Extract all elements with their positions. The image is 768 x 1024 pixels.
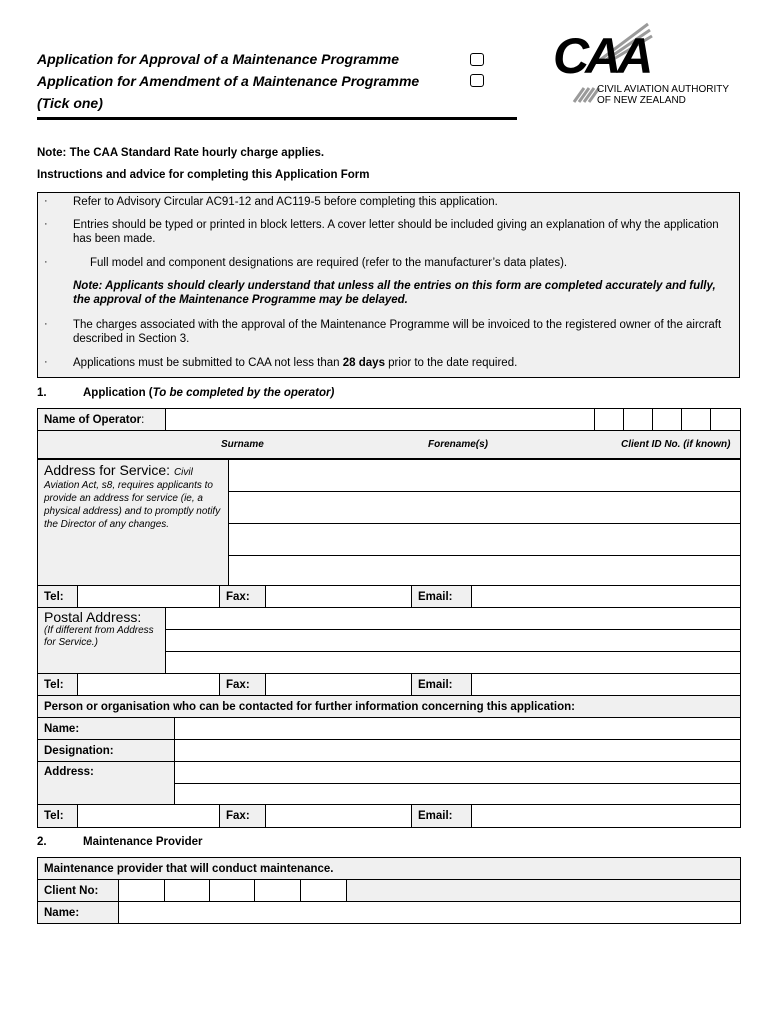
client-no-label: Client No: — [38, 880, 119, 902]
email-input[interactable] — [472, 586, 741, 608]
logo-line-1: CIVIL AVIATION AUTHORITY — [597, 84, 730, 95]
client-id-box[interactable] — [711, 409, 741, 431]
client-id-box[interactable] — [653, 409, 682, 431]
client-no-spacer — [347, 880, 741, 902]
client-no-box[interactable] — [301, 880, 347, 902]
amendment-checkbox[interactable] — [470, 74, 484, 87]
section-number: 1. — [37, 387, 47, 399]
tel-input[interactable] — [78, 586, 220, 608]
operator-name-label: Name of Operator: — [38, 409, 166, 431]
operator-name-input[interactable] — [166, 409, 595, 431]
delay-note: Note: Applicants should clearly understand that unless all the entries on this form are completed accurately and fully, the approval of the Maintenance Programme may be delayed. — [73, 280, 716, 306]
client-no-box[interactable] — [210, 880, 255, 902]
instructions-heading: Instructions and advice for completing this Application Form — [37, 169, 370, 181]
contact-numbers-row — [37, 585, 741, 608]
fax-input[interactable] — [266, 586, 412, 608]
title-amendment: Application for Amendment of a Maintenance Programme — [37, 73, 420, 89]
forenames-label: Forename(s) — [428, 439, 489, 450]
client-no-box[interactable] — [119, 880, 165, 902]
tel-label: Tel: — [38, 805, 78, 828]
title-approval: Application for Approval of a Maintenance Programme — [37, 51, 399, 67]
instruction-item: Entries should be typed or printed in block letters. A cover letter should be included giving an explanation of why the application has been made. — [73, 219, 719, 245]
fax-label: Fax: — [220, 805, 266, 828]
fax-label: Fax: — [220, 586, 266, 608]
maintenance-provider-table — [37, 857, 741, 924]
section-2-heading — [37, 836, 203, 848]
operator-name-table — [37, 408, 741, 459]
postal-address-label: Postal Address: (If different from Address for Service.) — [38, 608, 166, 674]
address-line-input[interactable] — [229, 556, 741, 586]
bullet: · — [44, 356, 48, 368]
email-label: Email: — [412, 805, 472, 828]
section-title-italic: To be completed by the operator) — [152, 387, 335, 399]
charge-note: Note: The CAA Standard Rate hourly charge applies. — [37, 147, 325, 159]
email-label: Email: — [412, 674, 472, 696]
section-number: 2. — [37, 836, 47, 848]
email-label: Email: — [412, 586, 472, 608]
contact-heading: Person or organisation who can be contacted for further information concerning this application: — [38, 696, 741, 718]
fax-input[interactable] — [266, 674, 412, 696]
bullet: · — [44, 256, 48, 268]
instruction-item: The charges associated with the approval of the Maintenance Programme will be invoiced to the registered owner of the aircraft described in Section 3. — [73, 319, 722, 345]
client-no-box[interactable] — [255, 880, 301, 902]
postal-line-input[interactable] — [166, 608, 741, 630]
logo-line-2: OF NEW ZEALAND — [597, 95, 686, 106]
designation-label: Designation: — [38, 740, 175, 762]
section-1-heading — [37, 387, 334, 399]
client-no-box[interactable] — [165, 880, 210, 902]
postal-address-table — [37, 607, 741, 674]
tick-one-label: (Tick one) — [37, 95, 103, 111]
address-line-input[interactable] — [229, 524, 741, 556]
operator-name-sublabels — [38, 431, 741, 459]
header-rule — [37, 117, 517, 120]
client-id-box[interactable] — [595, 409, 624, 431]
submission-text-end: prior to the date required. — [384, 357, 518, 369]
address-line-input[interactable] — [229, 492, 741, 524]
contact-address-label: Address: — [38, 762, 175, 805]
instructions-box — [37, 192, 740, 378]
tel-input[interactable] — [78, 674, 220, 696]
provider-name-label: Name: — [38, 902, 119, 924]
email-input[interactable] — [472, 805, 741, 828]
contact-name-input[interactable] — [175, 718, 741, 740]
bullet: · — [44, 195, 48, 207]
postal-line-input[interactable] — [166, 630, 741, 652]
section-title: Maintenance Provider — [83, 836, 203, 848]
postal-line-input[interactable] — [166, 652, 741, 674]
approval-checkbox[interactable] — [470, 53, 484, 66]
provider-name-input[interactable] — [119, 902, 741, 924]
designation-input[interactable] — [175, 740, 741, 762]
contact-person-table — [37, 695, 741, 805]
instruction-item: Refer to Advisory Circular AC91-12 and AC119-5 before completing this application. — [73, 196, 498, 208]
surname-label: Surname — [221, 439, 264, 450]
section-title: Application ( — [83, 387, 153, 399]
instruction-item: Full model and component designations are required (refer to the manufacturer’s data plates). — [90, 257, 568, 269]
postal-contact-numbers-row — [37, 673, 741, 696]
tel-input[interactable] — [78, 805, 220, 828]
tel-label: Tel: — [38, 674, 78, 696]
address-for-service-table — [37, 459, 741, 586]
client-id-box[interactable] — [682, 409, 711, 431]
bullet: · — [44, 218, 48, 230]
fax-label: Fax: — [220, 674, 266, 696]
client-id-label: Client ID No. (if known) — [621, 439, 731, 450]
bullet: · — [44, 318, 48, 330]
submission-text: Applications must be submitted to CAA not less than — [73, 357, 343, 369]
caa-logo-mark: CAA — [553, 28, 650, 84]
address-for-service-label: Address for Service: Civil Aviation Act, s8, requires applicants to provide an address for service (ie, a physical address) and to promptly notify the Director of any changes. — [38, 460, 229, 586]
address-line-input[interactable] — [229, 460, 741, 492]
email-input[interactable] — [472, 674, 741, 696]
provider-heading: Maintenance provider that will conduct maintenance. — [38, 858, 741, 880]
contact-person-numbers-row — [37, 804, 741, 828]
contact-address-input[interactable] — [175, 762, 741, 784]
tel-label: Tel: — [38, 586, 78, 608]
instruction-item — [73, 356, 733, 370]
contact-name-label: Name: — [38, 718, 175, 740]
contact-address-input[interactable] — [175, 784, 741, 805]
submission-days: 28 days — [342, 357, 385, 369]
fax-input[interactable] — [266, 805, 412, 828]
client-id-box[interactable] — [624, 409, 653, 431]
